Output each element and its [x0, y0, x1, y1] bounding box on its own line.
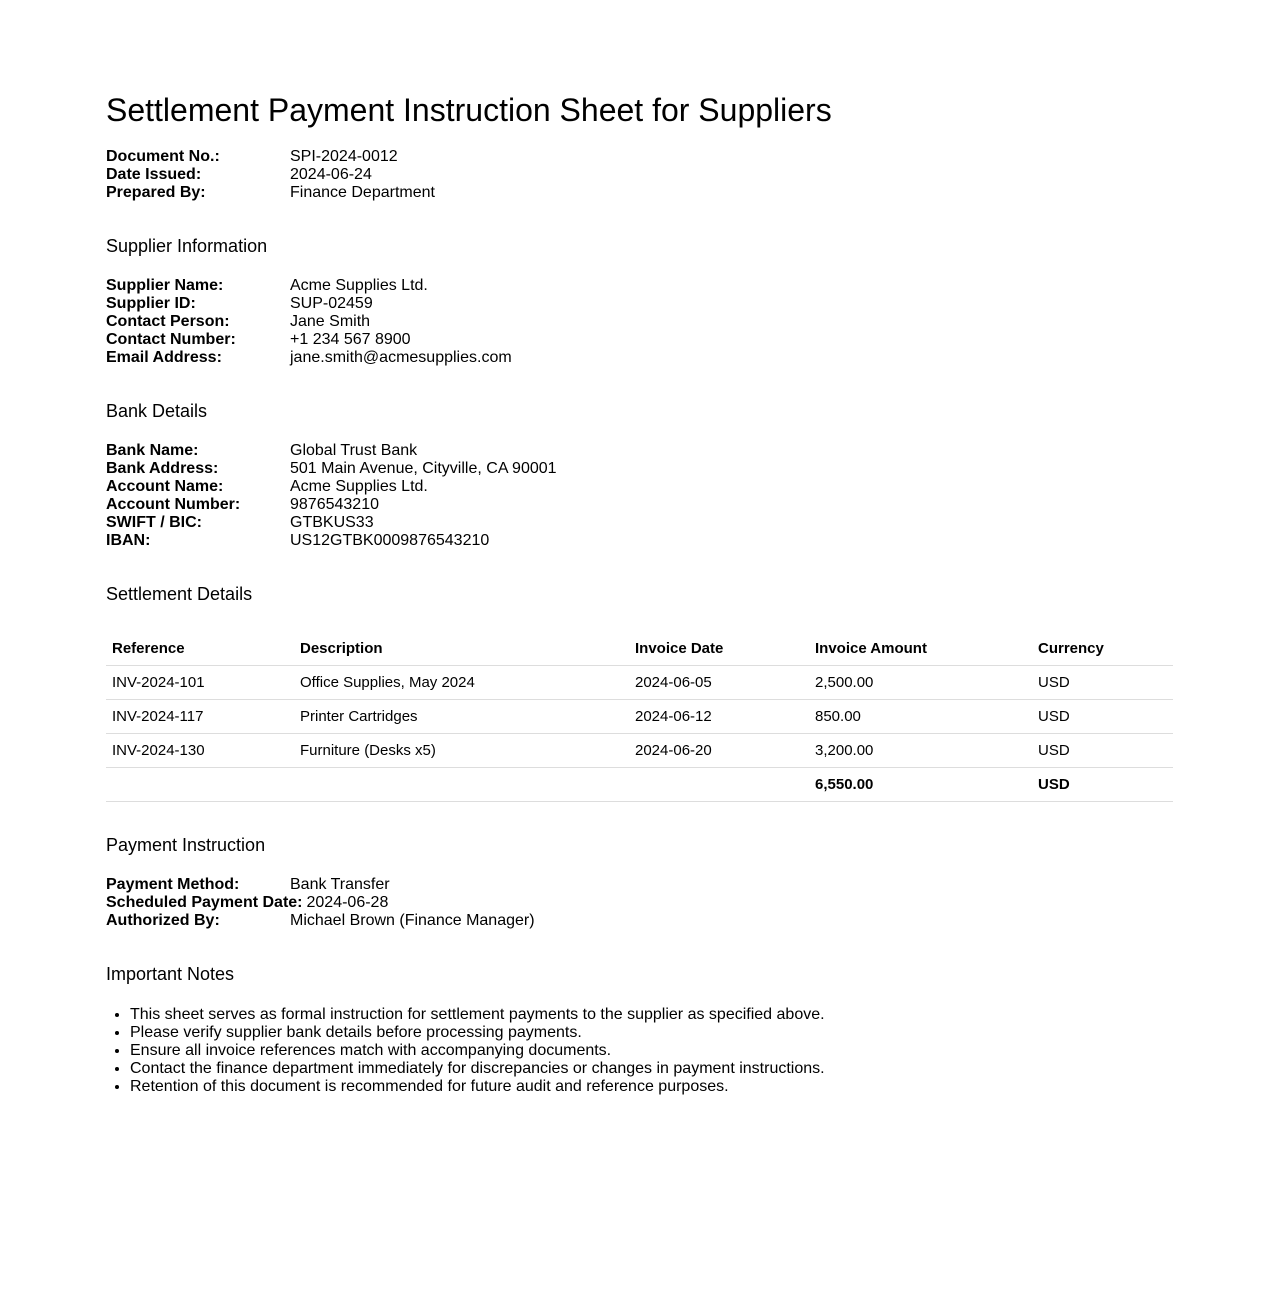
- field-row: [106, 514, 1172, 532]
- field-value: Jane Smith: [290, 313, 371, 330]
- table-cell: [106, 768, 294, 802]
- table-cell: 3,200.00: [809, 734, 1032, 768]
- field-label: Prepared By:: [106, 184, 206, 201]
- field-value: 2024-06-28: [306, 894, 389, 911]
- total-row: [106, 768, 1173, 802]
- field-label: Authorized By:: [106, 912, 220, 929]
- column-header: Reference: [106, 631, 294, 666]
- field-value: Acme Supplies Ltd.: [290, 478, 428, 495]
- field-row: [106, 496, 1172, 514]
- settlement-table: [106, 631, 1173, 802]
- list-item: • Ensure all invoice references match with accompanying documents.: [130, 1042, 1172, 1060]
- table-header-row: [106, 631, 1173, 666]
- table-cell: INV-2024-101: [106, 666, 294, 700]
- total-amount: 6,550.00: [809, 768, 1032, 802]
- column-header: Invoice Amount: [809, 631, 1032, 666]
- field-value: SPI-2024-0012: [290, 148, 398, 165]
- field-value: Finance Department: [290, 184, 435, 201]
- field-label: Account Number:: [106, 496, 241, 513]
- bank-section: [106, 400, 1172, 550]
- table-cell: Office Supplies, May 2024: [294, 666, 629, 700]
- table-cell: USD: [1032, 700, 1173, 734]
- field-label: Supplier Name:: [106, 277, 224, 294]
- table-row: [106, 734, 1173, 768]
- field-value: SUP-02459: [290, 295, 373, 312]
- field-label: Bank Name:: [106, 442, 199, 459]
- meta-row: [106, 148, 1172, 166]
- column-header: Invoice Date: [629, 631, 809, 666]
- table-cell: 2024-06-05: [629, 666, 809, 700]
- section-heading: Supplier Information: [106, 236, 268, 256]
- section-heading: Bank Details: [106, 401, 208, 421]
- field-value: Michael Brown (Finance Manager): [290, 912, 535, 929]
- column-header: Currency: [1032, 631, 1173, 666]
- field-label: SWIFT / BIC:: [106, 514, 202, 531]
- field-row: [106, 295, 1172, 313]
- total-currency: USD: [1032, 768, 1173, 802]
- column-header: Description: [294, 631, 629, 666]
- section-heading: Settlement Details: [106, 584, 253, 604]
- field-label: Contact Number:: [106, 331, 236, 348]
- field-label: Contact Person:: [106, 313, 230, 330]
- field-row: [106, 331, 1172, 349]
- field-label: IBAN:: [106, 532, 151, 549]
- field-value: Bank Transfer: [290, 876, 390, 893]
- field-label: Date Issued:: [106, 166, 202, 183]
- field-row: [106, 313, 1172, 331]
- field-row: [106, 349, 1172, 367]
- field-label: Supplier ID:: [106, 295, 196, 312]
- table-cell: 2024-06-12: [629, 700, 809, 734]
- supplier-section: [106, 235, 1172, 367]
- table-cell: 850.00: [809, 700, 1032, 734]
- table-cell: [629, 768, 809, 802]
- table-cell: Furniture (Desks x5): [294, 734, 629, 768]
- field-value: Global Trust Bank: [290, 442, 418, 459]
- document-title: Settlement Payment Instruction Sheet for Suppliers: [106, 92, 832, 128]
- field-row: [106, 277, 1172, 295]
- notes-section: [106, 963, 1172, 1096]
- settlement-section: [106, 583, 1172, 802]
- field-row: [106, 912, 1172, 930]
- table-cell: USD: [1032, 666, 1173, 700]
- list-item: • Retention of this document is recommended for future audit and reference purposes.: [130, 1078, 1172, 1096]
- table-cell: INV-2024-117: [106, 700, 294, 734]
- table-cell: INV-2024-130: [106, 734, 294, 768]
- meta-row: [106, 184, 1172, 202]
- field-value: GTBKUS33: [290, 514, 374, 531]
- document-meta: [106, 148, 1172, 202]
- field-value: Acme Supplies Ltd.: [290, 277, 428, 294]
- table-cell: 2024-06-20: [629, 734, 809, 768]
- meta-row: [106, 166, 1172, 184]
- field-value: 501 Main Avenue, Cityville, CA 90001: [290, 460, 557, 477]
- bank-fields: [106, 442, 1172, 550]
- field-label: Document No.:: [106, 148, 220, 165]
- field-label: Account Name:: [106, 478, 224, 495]
- section-heading: Payment Instruction: [106, 835, 266, 855]
- field-row: [106, 460, 1172, 478]
- field-row: [106, 478, 1172, 496]
- list-item: • Please verify supplier bank details before processing payments.: [130, 1024, 1172, 1042]
- list-item: • Contact the finance department immediately for discrepancies or changes in payment instructions.: [130, 1060, 1172, 1078]
- field-label: Scheduled Payment Date:: [106, 894, 303, 911]
- field-label: Bank Address:: [106, 460, 219, 477]
- table-row: [106, 700, 1173, 734]
- field-label: Payment Method:: [106, 876, 240, 893]
- field-row: [106, 894, 1172, 912]
- table-cell: Printer Cartridges: [294, 700, 629, 734]
- field-value: jane.smith@acmesupplies.com: [290, 349, 512, 366]
- field-row: [106, 876, 1172, 894]
- table-cell: 2,500.00: [809, 666, 1032, 700]
- field-row: [106, 442, 1172, 460]
- field-value: US12GTBK0009876543210: [290, 532, 490, 549]
- list-item: • This sheet serves as formal instruction for settlement payments to the supplier as specified above.: [130, 1006, 1172, 1024]
- field-row: [106, 532, 1172, 550]
- notes-list: [106, 1006, 1172, 1096]
- field-value: 2024-06-24: [290, 166, 372, 183]
- table-cell: [294, 768, 629, 802]
- field-value: +1 234 567 8900: [290, 331, 411, 348]
- field-label: Email Address:: [106, 349, 222, 366]
- payment-fields: [106, 876, 1172, 930]
- field-value: 9876543210: [290, 496, 379, 513]
- payment-section: [106, 834, 1172, 930]
- section-heading: Important Notes: [106, 964, 235, 984]
- table-row: [106, 666, 1173, 700]
- table-cell: USD: [1032, 734, 1173, 768]
- supplier-fields: [106, 277, 1172, 367]
